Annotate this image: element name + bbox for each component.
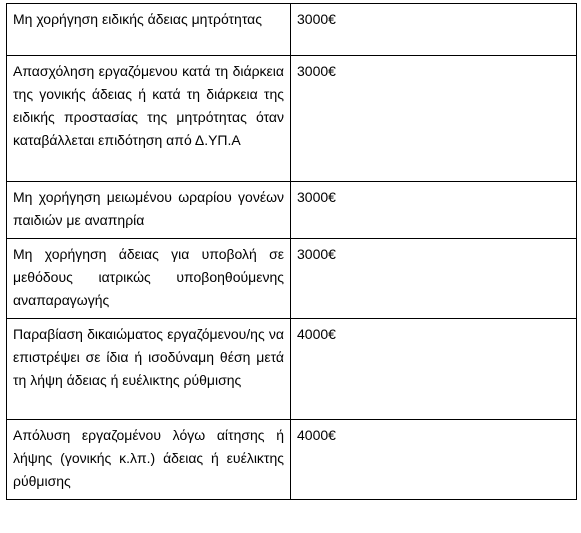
violation-description: Απασχόληση εργαζόμενου κατά τη διάρκεια της γονικής άδειας ή κατά τη διάρκεια της ειδικής προστασίας της μητρότητας όταν καταβάλλεται επιδότηση από Δ.ΥΠ.Α — [7, 56, 291, 182]
violation-description: Παραβίαση δικαιώματος εργαζόμενου/ης να επιστρέψει σε ίδια ή ισοδύναμη θέση μετά τη λήψη άδειας ή ευέλικτης ρύθμισης — [7, 319, 291, 420]
violation-description: Μη χορήγηση ειδικής άδειας μητρότητας — [7, 4, 291, 56]
fine-amount: 3000€ — [291, 239, 577, 319]
table-row — [7, 319, 577, 420]
violation-description: Μη χορήγηση άδειας για υποβολή σε μεθόδους ιατρικώς υποβοηθούμενης αναπαραγωγής — [7, 239, 291, 319]
penalties-table — [6, 3, 577, 500]
penalties-table-container — [6, 3, 576, 500]
table-row — [7, 56, 577, 182]
violation-description: Απόλυση εργαζομένου λόγω αίτησης ή λήψης (γονικής κ.λπ.) άδειας ή ευέλικτης ρύθμισης — [7, 420, 291, 500]
table-row — [7, 239, 577, 319]
fine-amount: 4000€ — [291, 420, 577, 500]
fine-amount: 3000€ — [291, 56, 577, 182]
table-row — [7, 420, 577, 500]
table-row — [7, 4, 577, 56]
fine-amount: 4000€ — [291, 319, 577, 420]
table-row — [7, 182, 577, 239]
fine-amount: 3000€ — [291, 182, 577, 239]
fine-amount: 3000€ — [291, 4, 577, 56]
violation-description: Μη χορήγηση μειωμένου ωραρίου γονέων παιδιών με αναπηρία — [7, 182, 291, 239]
